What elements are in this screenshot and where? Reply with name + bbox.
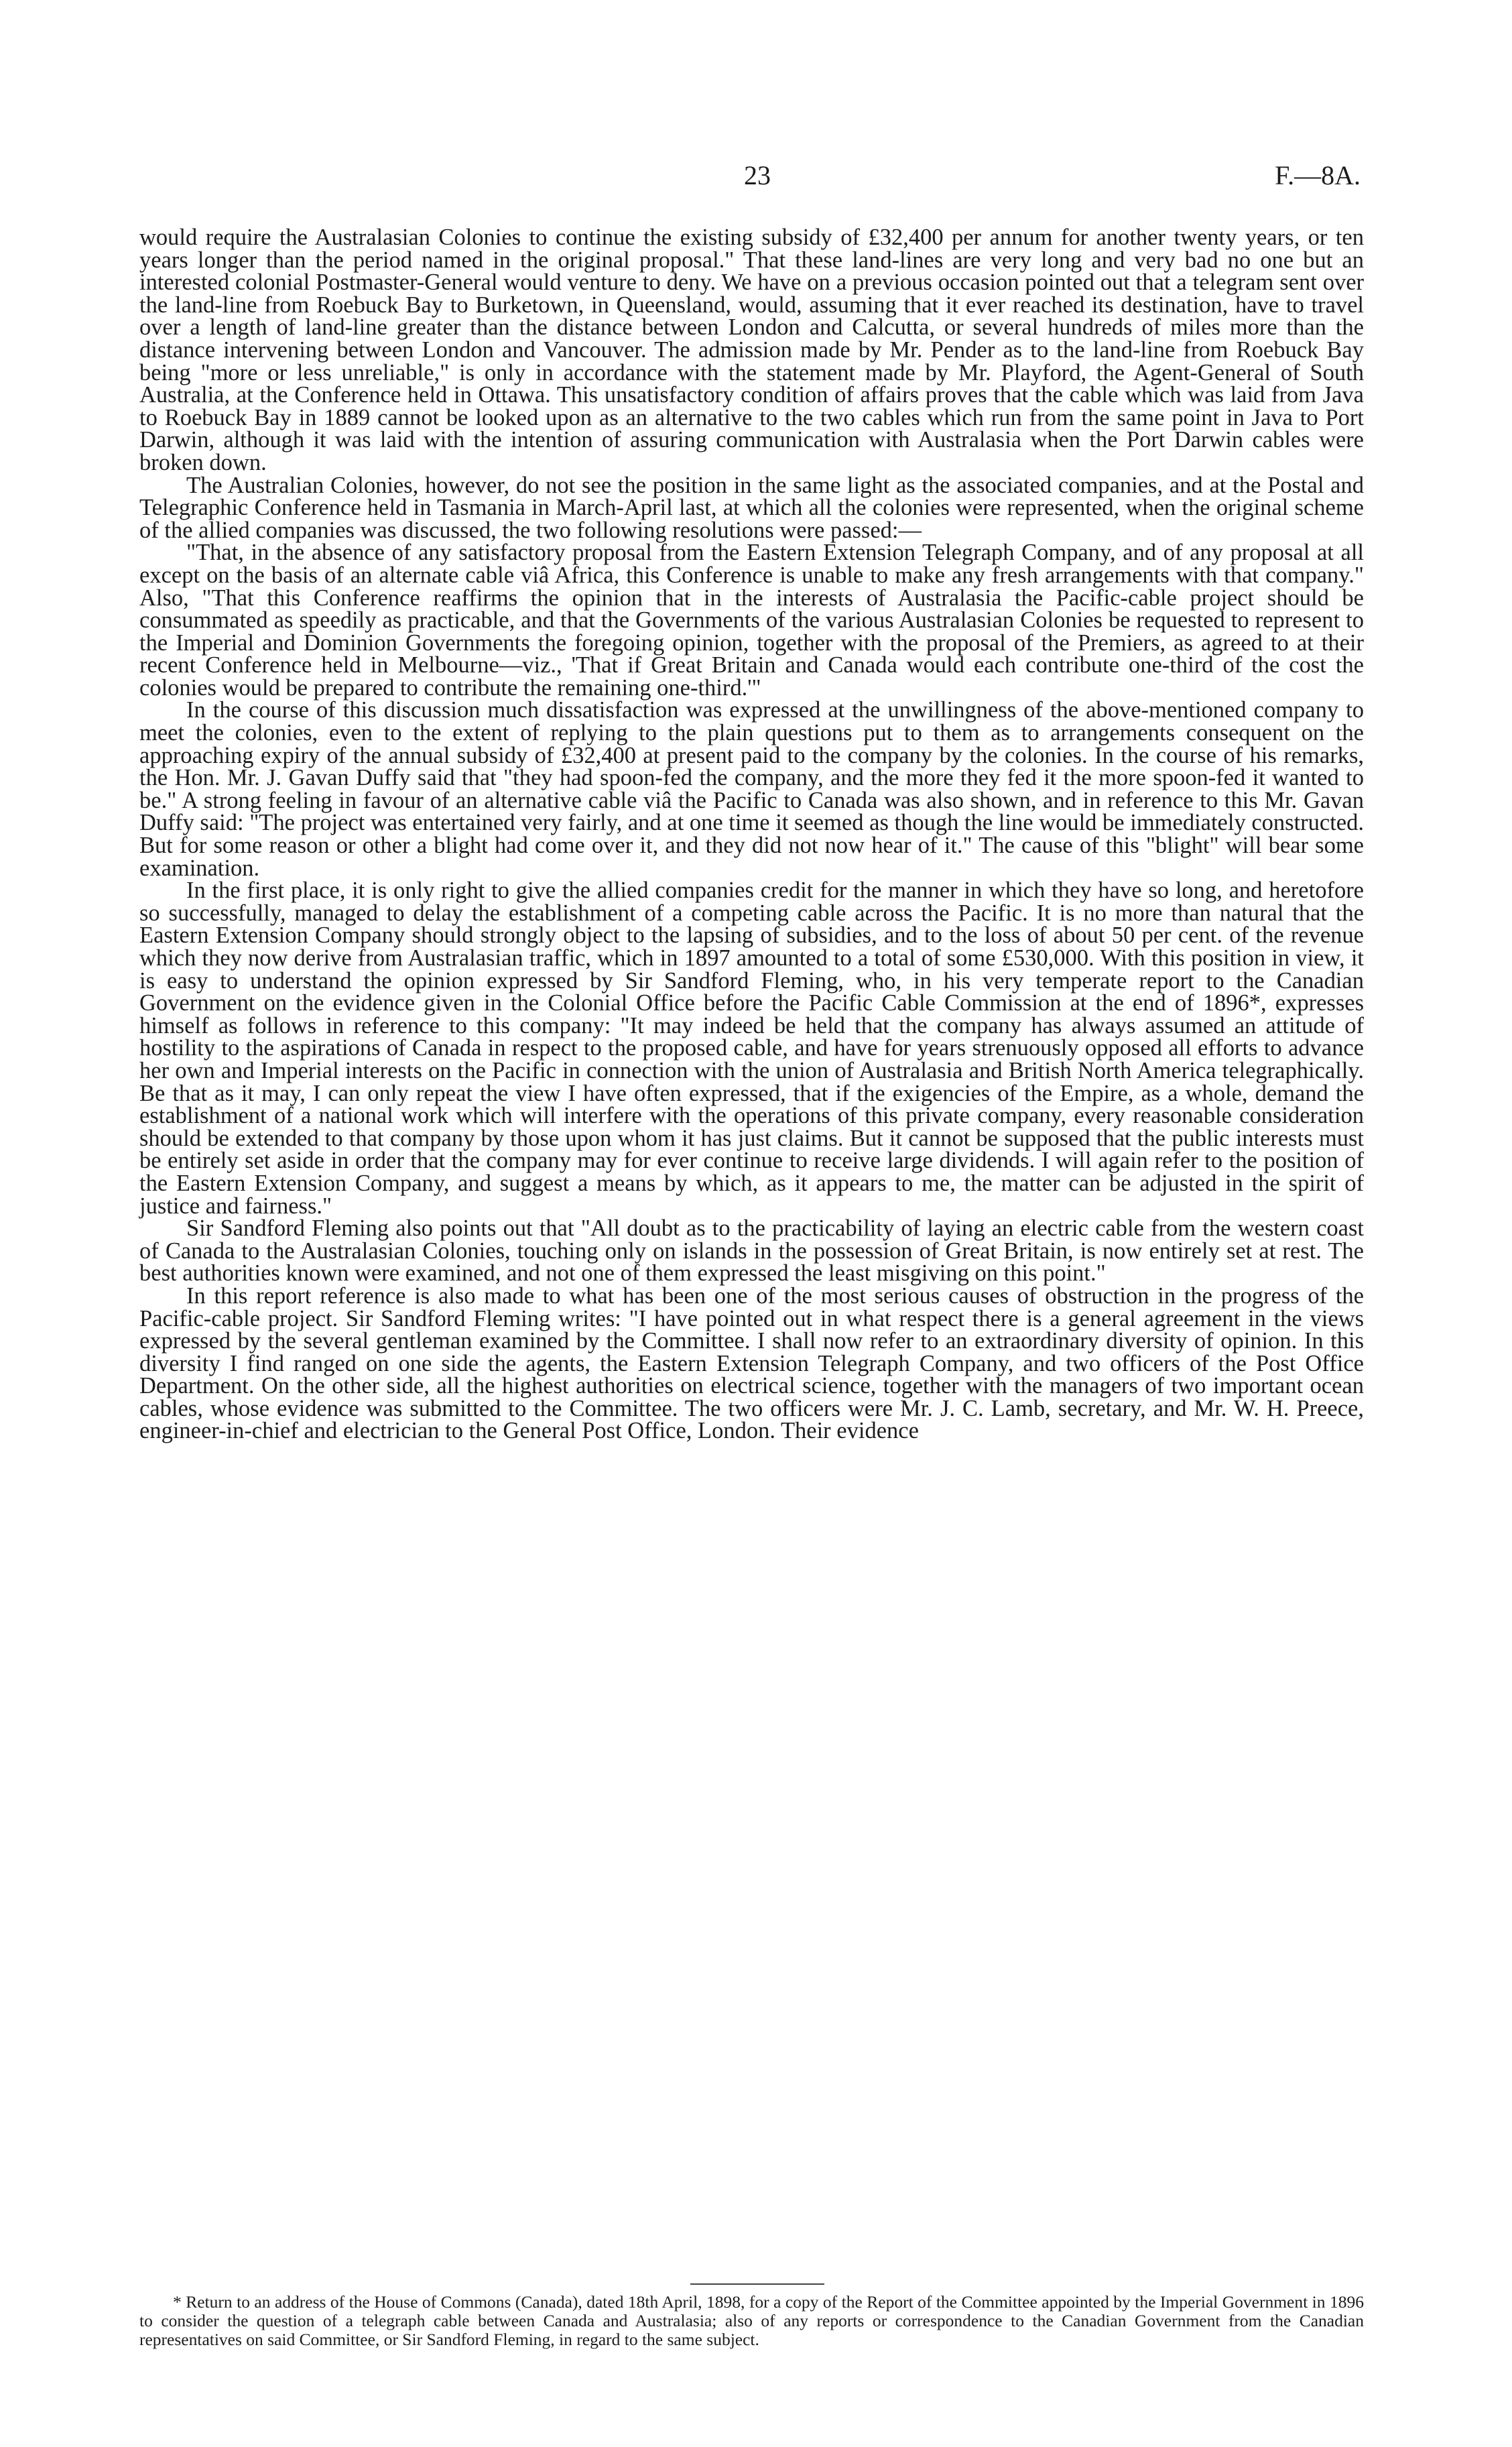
paragraph-obstruction: In this report reference is also made to what has been one of the most serious causes of obstruction in the progress of the Pacific-cable project. Sir Sandford Fleming writes: "I have pointed out in what respect there is a general agreement in the views expressed by the several gentleman examined by the Committee. I shall now refer to an extraordinary diversity of opinion. In this diversity I find ranged on one side the agents, the Eastern Extension Telegraph Company, and two officers of the Post Office Department. On the other side, all the highest authorities on electrical science, together with the managers of two important ocean cables, whose evidence was submitted to the Committee. The two officers were Mr. J. C. Lamb, secretary, and Mr. W. H. Preece, engineer-in-chief and electrician to the General Post Office, London. Their evidence <box>139 1282 1364 1444</box>
paragraph-discussion: In the course of this discussion much dissatisfaction was expressed at the unwillingness of the above-mentioned company to meet the colonies, even to the extent of replying to the plain questions put to them as to arrangements consequent on the approaching expiry of the annual subsidy of £32,400 at present paid to the company by the colonies. In the course of his remarks, the Hon. Mr. J. Gavan Duffy said that "they had spoon-fed the company, and the more they fed it the more spoon-fed it wanted to be." A strong feeling in favour of an alternative cable viâ the Pacific to Canada was also shown, and in reference to this Mr. Gavan Duffy said: "The project was entertained very fairly, and at one time it seemed as though the line would be immediately constructed. But for some reason or other a blight had come over it, and they did not now hear of it." The cause of this "blight" will bear some examination. <box>139 697 1364 881</box>
paragraph-fleming-practicability: Sir Sandford Fleming also points out that "All doubt as to the practicability of laying an electric cable from the western coast of Canada to the Australasian Colonies, touching only on islands in the possession of Great Britain, is now entirely set at rest. The best authorities known were examined, and not one of them expressed the least misgiving on this point." <box>139 1215 1364 1287</box>
document-reference: F.—8A. <box>1275 160 1361 190</box>
page-header <box>134 160 1361 193</box>
body-text <box>139 227 1364 1443</box>
paragraph-first-place: In the first place, it is only right to give the allied companies credit for the manner in which they have so long, and heretofore so successfully, managed to delay the establishment of a competing cable across the Pacific. It is no more than natural that the Eastern Extension Company should strongly object to the lapsing of subsidies, and to the loss of about 50 per cent. of the revenue which they now derive from Australasian traffic, which in 1897 amounted to a total of some £530,000. With this position in view, it is easy to understand the opinion expressed by Sir Sandford Fleming, who, in his very temperate report to the Canadian Government on the evidence given in the Colonial Office before the Pacific Cable Commission at the end of 1896*, expresses himself as follows in reference to this company: "It may indeed be held that the company has always assumed an attitude of hostility to the aspirations of Canada in respect to the proposed cable, and have for years strenuously opposed all efforts to advance her own and Imperial interests on the Pacific in connection with the union of Australasia and British North America telegraphically. Be that as it may, I can only repeat the view I have often expressed, that if the exigencies of the Empire, as a whole, demand the establishment of a national work which will interfere with the operations of this private company, every reasonable consideration should be extended to that company by those upon whom it has just claims. But it cannot be supposed that the public interests must be entirely set aside in order that the company may for ever continue to receive large dividends. I will again refer to the position of the Eastern Extension Company, and suggest a means by which, as it appears to me, the matter can be adjusted in the spirit of justice and fairness." <box>139 878 1364 1219</box>
page-number: 23 <box>744 160 771 190</box>
paragraph-continued: would require the Australasian Colonies to continue the existing subsidy of £32,400 per annum for another twenty years, or ten years longer than the period named in the original proposal." That these land-lines are very long and very bad no one but an interested colonial Postmaster-General would venture to deny. We have on a previous occasion pointed out that a telegram sent over the land-line from Roebuck Bay to Burketown, in Queensland, would, assuming that it ever reached its destination, have to travel over a length of land-line greater than the distance between London and Calcutta, or several hundreds of miles more than the distance intervening between London and Vancouver. The admission made by Mr. Pender as to the land-line from Roebuck Bay being "more or less unreliable," is only in accordance with the statement made by Mr. Playford, the Agent-General of South Australia, at the Conference held in Ottawa. This unsatisfactory condition of affairs proves that the cable which was laid from Java to Roebuck Bay in 1889 cannot be looked upon as an alternative to the two cables which run from the same point in Java to Port Darwin, although it was laid with the intention of assuring communication with Australasia when the Port Darwin cables were broken down. <box>139 225 1364 475</box>
paragraph-australian-colonies: The Australian Colonies, however, do not see the position in the same light as the associated companies, and at the Postal and Telegraphic Conference held in Tasmania in March-April last, at which all the colonies were represented, when the original scheme of the allied companies was discussed, the two following resolutions were passed:— <box>139 472 1364 543</box>
paragraph-resolutions-quote: "That, in the absence of any satisfactory proposal from the Eastern Extension Telegraph Company, and of any proposal at all except on the basis of an alternate cable viâ Africa, this Conference is unable to make any fresh arrangements with that company." Also, "That this Conference reaffirms the opinion that in the interests of Australasia the Pacific-cable project should be consummated as speedily as practicable, and that the Governments of the various Australasian Colonies be requested to represent to the Imperial and Dominion Governments the foregoing opinion, together with the proposal of the Premiers, as agreed to at their recent Conference held in Melbourne—viz., 'That if Great Britain and Canada would each contribute one-third of the cost the colonies would be prepared to contribute the remaining one-third.'" <box>139 540 1364 701</box>
footnote-divider <box>690 2283 824 2285</box>
footnote: * Return to an address of the House of Commons (Canada), dated 18th April, 1898, for a copy of the Report of the Committee appointed by the Imperial Government in 1896 to consider the question of a telegraph cable between Canada and Australasia; also of any reports or correspondence to the Canadian Government from the Canadian representatives on said Committee, or Sir Sandford Fleming, in regard to the same subject. <box>139 2292 1364 2349</box>
